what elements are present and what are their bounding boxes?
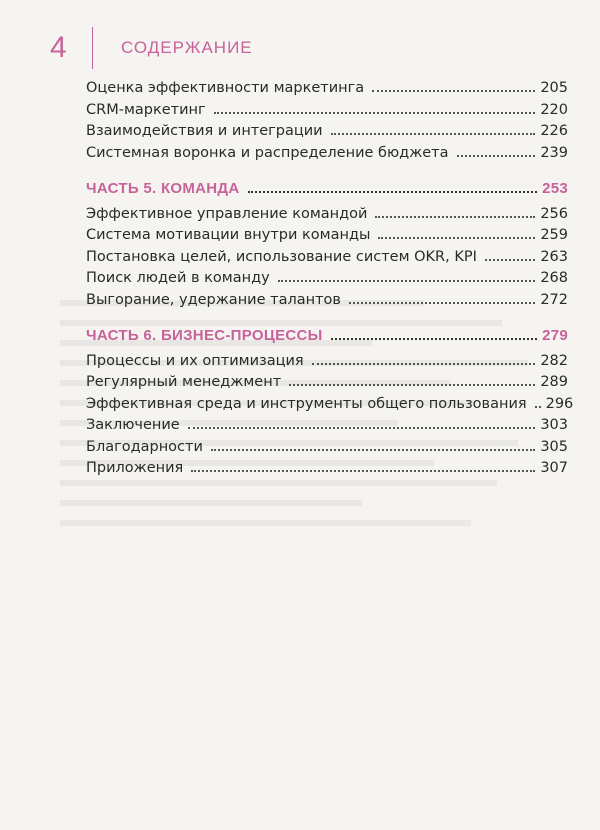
toc-part-heading bbox=[86, 325, 568, 347]
toc-entry-title: Процессы и их оптимизация bbox=[86, 352, 304, 369]
toc-entry-page: 220 bbox=[540, 101, 568, 118]
toc-entry-page: 289 bbox=[540, 374, 568, 390]
toc-entry-title: Системная воронка и распределение бюджета bbox=[86, 144, 449, 161]
dot-leader bbox=[248, 191, 538, 193]
toc-entry bbox=[86, 394, 574, 416]
toc-entry bbox=[86, 204, 568, 226]
toc-entry-title: Система мотивации внутри команды bbox=[86, 227, 371, 243]
toc-entry bbox=[86, 143, 568, 165]
toc-entry-page: 272 bbox=[540, 291, 568, 308]
toc-entry-page: 268 bbox=[540, 270, 568, 286]
dot-leader bbox=[211, 449, 535, 451]
toc-entry-title: ЧАСТЬ 5. КОМАНДА bbox=[86, 180, 240, 197]
dot-leader bbox=[331, 133, 536, 135]
toc-entry-title: Взаимодействия и интеграции bbox=[86, 123, 323, 139]
toc-entry-page: 259 bbox=[540, 227, 568, 243]
header-divider bbox=[92, 27, 93, 69]
toc-entry-title: Заключение bbox=[86, 417, 180, 433]
page-header bbox=[50, 28, 253, 68]
dot-leader bbox=[191, 470, 535, 472]
dot-leader bbox=[349, 302, 535, 304]
toc-entry bbox=[86, 458, 568, 480]
toc-entry-page: 307 bbox=[540, 460, 568, 476]
toc-entry bbox=[86, 415, 568, 437]
toc-entry-title: ЧАСТЬ 6. БИЗНЕС-ПРОЦЕССЫ bbox=[86, 327, 323, 344]
toc-entry bbox=[86, 437, 568, 459]
toc-entry-page: 296 bbox=[545, 395, 574, 412]
page-number: 4 bbox=[50, 31, 67, 64]
dot-leader bbox=[375, 216, 535, 218]
toc-entry-title: CRM-маркетинг bbox=[86, 101, 206, 118]
toc-entry-title: Приложения bbox=[86, 460, 184, 476]
dot-leader bbox=[312, 363, 536, 365]
dot-leader bbox=[485, 259, 535, 261]
section-spacer bbox=[86, 311, 568, 325]
toc-entry-title: Поиск людей в команду bbox=[86, 270, 270, 286]
toc-entry-page: 253 bbox=[542, 180, 568, 197]
toc-entry-title: Эффективная среда и инструменты общего пользования bbox=[86, 395, 527, 412]
header-title: СОДЕРЖАНИЕ bbox=[121, 38, 253, 57]
toc-entry-page: 205 bbox=[540, 80, 568, 96]
toc-entry-page: 239 bbox=[540, 144, 568, 161]
toc-entry-page: 305 bbox=[540, 438, 568, 455]
dot-leader bbox=[214, 112, 536, 114]
toc-entry-title: Выгорание, удержание талантов bbox=[86, 291, 341, 308]
toc-entry bbox=[86, 268, 568, 290]
toc-entry bbox=[86, 351, 568, 373]
toc-entry bbox=[86, 225, 568, 247]
toc-entry bbox=[86, 78, 568, 100]
dot-leader bbox=[278, 280, 536, 282]
dot-leader bbox=[535, 406, 541, 408]
dot-leader bbox=[378, 237, 535, 239]
toc-entry-page: 279 bbox=[542, 327, 568, 344]
toc-entry-title: Благодарности bbox=[86, 438, 203, 455]
dot-leader bbox=[331, 338, 537, 340]
dot-leader bbox=[372, 90, 535, 92]
section-spacer bbox=[86, 164, 568, 178]
toc-part-heading bbox=[86, 178, 568, 200]
dot-leader bbox=[188, 427, 536, 429]
toc-entry bbox=[86, 290, 568, 312]
toc-entry bbox=[86, 372, 568, 394]
toc-entry-title: Оценка эффективности маркетинга bbox=[86, 80, 365, 96]
toc-entry bbox=[86, 100, 568, 122]
toc-entry-page: 263 bbox=[540, 248, 568, 265]
toc-entry-title: Постановка целей, использование систем OKR, KPI bbox=[86, 248, 477, 265]
dot-leader bbox=[457, 155, 536, 157]
toc-entry-page: 303 bbox=[540, 417, 568, 433]
toc-entry bbox=[86, 121, 568, 143]
toc-entry-title: Регулярный менеджмент bbox=[86, 374, 282, 390]
toc-entry-page: 226 bbox=[540, 123, 568, 139]
toc-entry bbox=[86, 247, 568, 269]
table-of-contents bbox=[86, 78, 574, 480]
toc-entry-page: 282 bbox=[540, 352, 568, 369]
toc-entry-page: 256 bbox=[540, 205, 568, 222]
dot-leader bbox=[289, 384, 535, 386]
toc-entry-title: Эффективное управление командой bbox=[86, 205, 368, 222]
